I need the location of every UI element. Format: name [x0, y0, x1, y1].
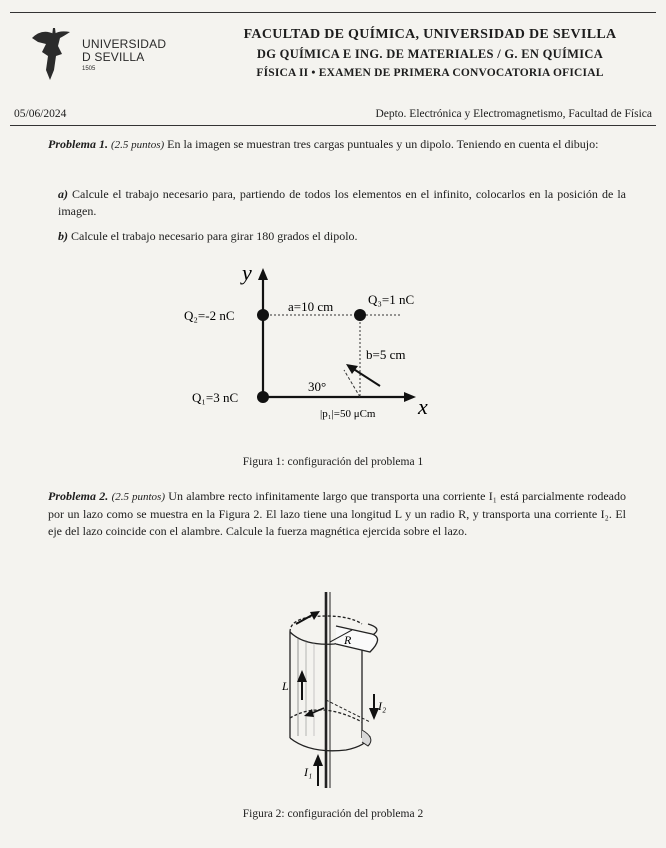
x-axis-label: x: [418, 394, 428, 419]
problem2-title: Problema 2.: [48, 489, 109, 503]
dipole-arrow-icon: [346, 364, 358, 374]
x-axis-arrow-icon: [404, 392, 416, 402]
label-b: b=5 cm: [366, 347, 406, 362]
top-flap: [336, 626, 378, 652]
label-dipole: |p₁|=50 μCm: [320, 408, 376, 420]
department: Depto. Electrónica y Electromagnetismo, Facultad de Física: [375, 108, 652, 120]
dipole-arrow: [352, 368, 380, 386]
header-rule: [10, 125, 656, 126]
label-L: L: [282, 679, 289, 693]
logo-text-line2: D SEVILLA: [82, 50, 145, 64]
item-text: Calcule el trabajo necesario para girar 180 grados el dipolo.: [71, 229, 358, 243]
problem1-item-b: [58, 228, 626, 245]
y-axis-label: y: [242, 262, 252, 285]
giralda-icon: [30, 24, 80, 82]
current-arrow-top: [296, 614, 314, 624]
label-a: a=10 cm: [288, 299, 334, 314]
current-arrow-left-icon: [297, 670, 307, 682]
figure2-diagram: [270, 590, 410, 790]
figure2-caption: Figura 2: configuración del problema 2: [242, 808, 424, 820]
problem2-statement: [48, 488, 626, 540]
logo-year: 1505: [82, 66, 96, 72]
problem1-points: (2.5 puntos): [111, 139, 165, 151]
dipole-reference-line: [344, 370, 360, 397]
charge-q2: [257, 309, 269, 321]
label-q3: Q₃=1 nC: [368, 292, 415, 307]
exam-date: 05/06/2024: [14, 108, 67, 120]
current-arrow-i1-icon: [313, 754, 323, 766]
item-text: Calcule el trabajo necesario para, partiendo de todos los elementos en el infinito, colocarlos en la posición de la imagen.: [58, 187, 626, 218]
label-I2: I₂: [378, 699, 387, 713]
header-exam: FÍSICA II • EXAMEN DE PRIMERA CONVOCATORIA OFICIAL: [256, 67, 604, 79]
problem1-intro: En la imagen se muestran tres cargas puntuales y un dipolo. Teniendo en cuenta el dibujo:: [167, 137, 599, 151]
item-letter: b): [58, 229, 68, 243]
problem1-statement: [48, 136, 626, 154]
label-angle: 30°: [308, 379, 327, 394]
label-R: R: [344, 633, 352, 647]
item-letter: a): [58, 187, 68, 201]
y-axis-arrow-icon: [258, 268, 268, 280]
bottom-dashed-line: [326, 700, 370, 722]
label-I1: I₁: [304, 765, 313, 779]
problem2-text: Un alambre recto infinitamente largo que transporta una corriente I₁ está parcialmente rodeado por un lazo como se muestra en la Figura 2. El lazo tiene una longitud L y un radio R, y transporta una corriente I₂. El eje del lazo coincide con el alambre. Calcule la fuerza magnética ejercida sobre el lazo.: [48, 489, 627, 538]
university-logo: [30, 24, 170, 86]
figure1-diagram: [180, 262, 450, 430]
header-faculty: FACULTAD DE QUÍMICA, UNIVERSIDAD DE SEVILLA: [243, 27, 617, 42]
top-rule: [10, 12, 656, 13]
problem1-item-a: [58, 186, 626, 220]
charge-q3: [354, 309, 366, 321]
charge-q1: [257, 391, 269, 403]
header-degree: DG QUÍMICA E ING. DE MATERIALES / G. EN QUÍMICA: [256, 47, 604, 61]
logo-text-line1: UNIVERSIDAD: [82, 37, 167, 51]
label-q1: Q₁=3 nC: [192, 390, 239, 405]
label-q2: Q₂=-2 nC: [184, 308, 235, 323]
figure1-caption: Figura 1: configuración del problema 1: [242, 456, 424, 468]
problem2-points: (2.5 puntos): [111, 491, 165, 503]
problem1-title: Problema 1.: [48, 137, 108, 151]
